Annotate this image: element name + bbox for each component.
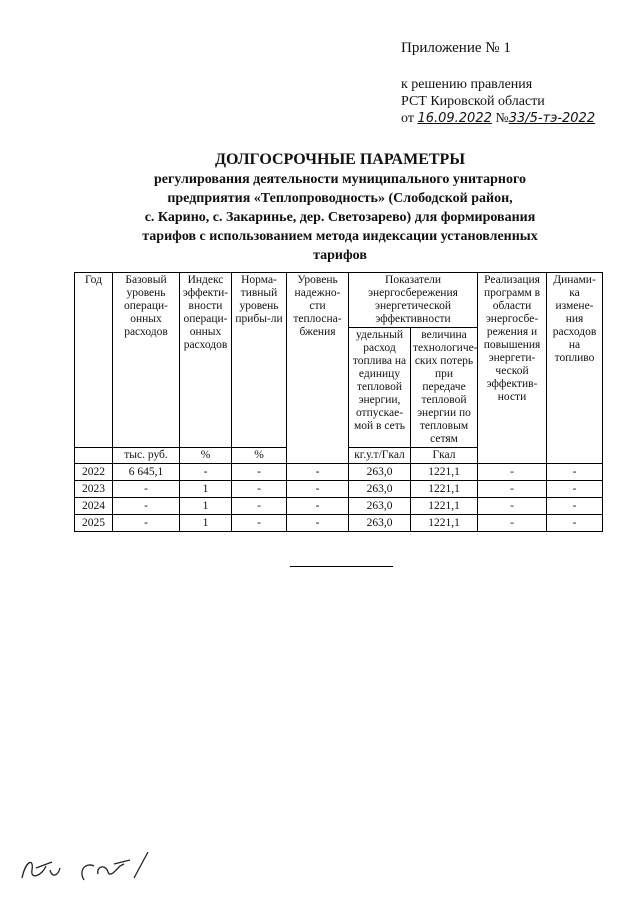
header-year: Год <box>75 273 113 448</box>
unit-efficiency-index: % <box>180 448 232 464</box>
number-prefix: № <box>495 111 509 126</box>
cell-reliability: - <box>287 498 349 515</box>
cell-dynamics: - <box>547 481 603 498</box>
cell-fuel: 263,0 <box>349 464 411 481</box>
decision-number: 33/5-тэ-2022 <box>508 111 596 126</box>
title-line: тарифов <box>313 248 367 263</box>
title-line: предприятия «Теплопроводность» (Слободской район, <box>167 191 513 206</box>
cell-dynamics: - <box>547 515 603 532</box>
cell-base: 6 645,1 <box>113 464 180 481</box>
cell-programs: - <box>478 481 547 498</box>
table-row <box>75 515 603 532</box>
unit-specific-fuel: кг.у.т/Гкал <box>349 448 411 464</box>
header-energy-group: Показатели энергосбережения энергетической эффективности <box>349 273 478 328</box>
cell-profit: - <box>232 515 287 532</box>
cell-reliability: - <box>287 464 349 481</box>
unit-year <box>75 448 113 464</box>
table-row <box>75 481 603 498</box>
cell-base: - <box>113 481 180 498</box>
cell-base: - <box>113 515 180 532</box>
cell-losses: 1221,1 <box>411 515 478 532</box>
title-line: тарифов с использованием метода индексации установленных <box>142 229 538 244</box>
cell-programs: - <box>478 498 547 515</box>
from-prefix: от <box>401 111 414 126</box>
cell-year: 2023 <box>75 481 113 498</box>
title-main: ДОЛГОСРОЧНЫЕ ПАРАМЕТРЫ <box>214 151 466 168</box>
table-row <box>75 464 603 481</box>
cell-programs: - <box>478 464 547 481</box>
table-row <box>75 498 603 515</box>
header-efficiency-index: Индекс эффекти-вности операци-онных расходов <box>180 273 232 448</box>
header-programs: Реализация программ в области энергосбе-режения и повышения энергети-ческой эффектив-ности <box>478 273 547 464</box>
unit-base-level: тыс. руб. <box>113 448 180 464</box>
header-base-level: Базовый уровень операци-онных расходов <box>113 273 180 448</box>
header-reliability: Уровень надежно-сти теплосна-бжения <box>287 273 349 464</box>
header-profit-level: Норма-тивный уровень прибы-ли <box>232 273 287 448</box>
cell-losses: 1221,1 <box>411 464 478 481</box>
decision-date-number <box>401 110 595 127</box>
cell-base: - <box>113 498 180 515</box>
cell-profit: - <box>232 481 287 498</box>
cell-fuel: 263,0 <box>349 515 411 532</box>
cell-dynamics: - <box>547 464 603 481</box>
unit-tech-losses: Гкал <box>411 448 478 464</box>
parameters-table <box>74 272 603 532</box>
cell-year: 2024 <box>75 498 113 515</box>
cell-index: - <box>180 464 232 481</box>
decision-line: к решению правления <box>401 77 533 92</box>
cell-index: 1 <box>180 498 232 515</box>
cell-year: 2025 <box>75 515 113 532</box>
header-tech-losses: величина технологиче-ских потерь при передаче тепловой энергии по тепловым сетям <box>411 328 478 448</box>
cell-index: 1 <box>180 481 232 498</box>
cell-profit: - <box>232 498 287 515</box>
title-line: регулирования деятельности муниципального унитарного <box>154 172 526 187</box>
document-title <box>110 150 570 265</box>
cell-year: 2022 <box>75 464 113 481</box>
cell-profit: - <box>232 464 287 481</box>
cell-reliability: - <box>287 515 349 532</box>
unit-profit-level: % <box>232 448 287 464</box>
appendix-label: Приложение № 1 <box>401 40 511 56</box>
cell-fuel: 263,0 <box>349 498 411 515</box>
cell-losses: 1221,1 <box>411 481 478 498</box>
decision-line: РСТ Кировской области <box>401 94 545 109</box>
cell-programs: - <box>478 515 547 532</box>
decision-date: 16.09.2022 <box>417 111 492 126</box>
cell-reliability: - <box>287 481 349 498</box>
separator-line <box>290 566 393 567</box>
header-fuel-dynamics: Динами-ка измене-ния расходов на топливо <box>547 273 603 464</box>
cell-fuel: 263,0 <box>349 481 411 498</box>
handwritten-signature <box>12 840 172 890</box>
header-specific-fuel: удельный расход топлива на единицу тепловой энергии, отпускае-мой в сеть <box>349 328 411 448</box>
title-line: с. Карино, с. Закаринье, дер. Светозарево) для формирования <box>144 210 536 225</box>
cell-index: 1 <box>180 515 232 532</box>
decision-reference <box>401 76 595 127</box>
cell-losses: 1221,1 <box>411 498 478 515</box>
cell-dynamics: - <box>547 498 603 515</box>
